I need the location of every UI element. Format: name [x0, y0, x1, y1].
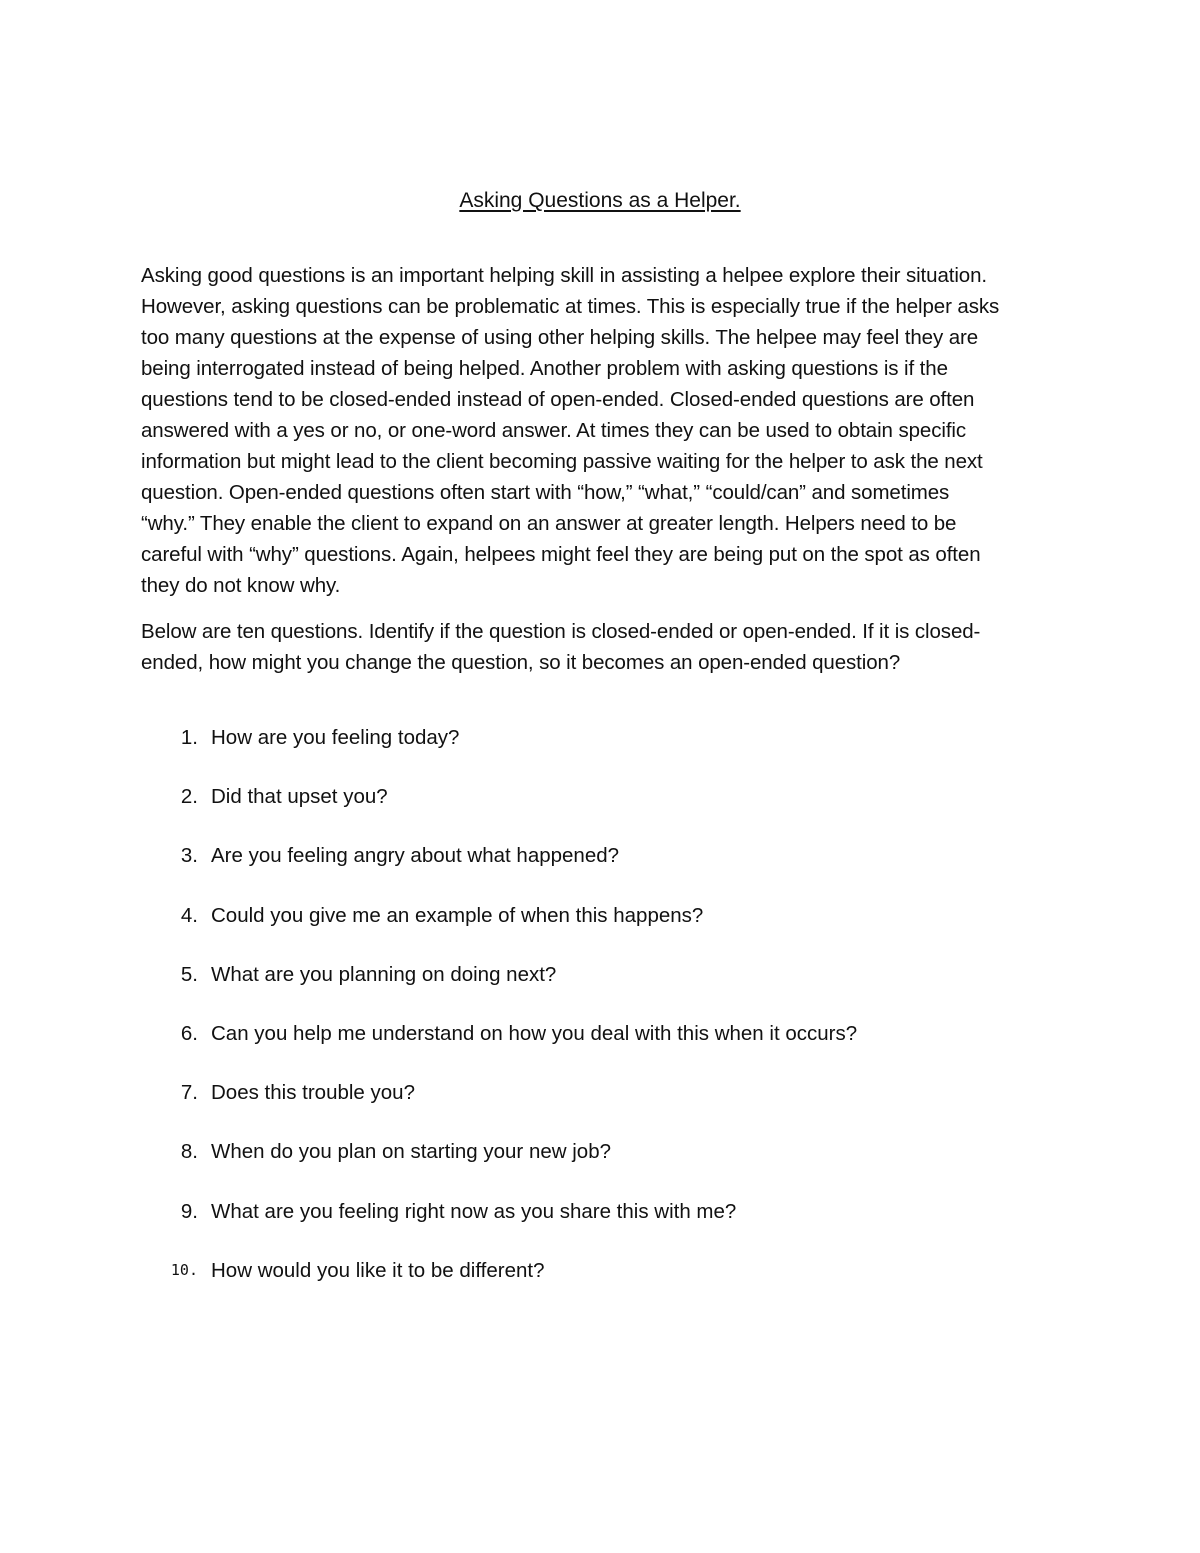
question-item	[0, 1077, 1200, 1136]
question-item	[0, 1136, 1200, 1195]
question-number: 7.	[180, 1081, 198, 1105]
question-text: When do you plan on starting your new job?	[211, 1140, 612, 1164]
paragraph-line: too many questions at the expense of using other helping skills. The helpee may feel they are	[141, 326, 979, 349]
question-number: 1.	[180, 726, 198, 749]
question-item	[0, 722, 1200, 781]
question-text: What are you planning on doing next?	[211, 962, 557, 986]
question-text: How are you feeling today?	[211, 726, 460, 749]
paragraph-line: careful with “why” questions. Again, helpees might feel they are being put on the spot as often	[141, 543, 981, 566]
question-number: 8.	[180, 1140, 198, 1164]
question-item	[0, 1255, 1200, 1314]
question-number: 5.	[180, 962, 198, 986]
question-number: 3.	[180, 844, 198, 868]
paragraph-line: Below are ten questions. Identify if the question is closed-ended or open-ended. If it is closed-	[141, 620, 981, 643]
paragraph-line: being interrogated instead of being helped. Another problem with asking questions is if the	[141, 357, 948, 380]
paragraph-line: questions tend to be closed-ended instead of open-ended. Closed-ended questions are often	[141, 388, 975, 411]
question-item	[0, 840, 1200, 899]
paragraph-line: ended, how might you change the question, so it becomes an open-ended question?	[141, 651, 901, 674]
question-text: Did that upset you?	[211, 785, 388, 809]
question-text: What are you feeling right now as you share this with me?	[211, 1199, 737, 1223]
question-text: Can you help me understand on how you deal with this when it occurs?	[211, 1021, 858, 1045]
question-text: Are you feeling angry about what happened?	[211, 844, 620, 868]
paragraph-line: However, asking questions can be problematic at times. This is especially true if the helper asks	[141, 295, 1000, 318]
instructions-paragraph	[141, 616, 1059, 678]
paragraph-line: “why.” They enable the client to expand on an answer at greater length. Helpers need to be	[141, 512, 957, 535]
question-number: 9.	[180, 1199, 198, 1223]
paragraph-line: answered with a yes or no, or one-word answer. At times they can be used to obtain specific	[141, 419, 967, 442]
question-list	[0, 722, 1200, 1314]
paragraph-line: information but might lead to the client becoming passive waiting for the helper to ask the next	[141, 450, 983, 473]
question-item	[0, 900, 1200, 959]
question-text: Does this trouble you?	[211, 1081, 415, 1105]
intro-paragraph	[141, 260, 1059, 601]
paragraph-line: they do not know why.	[141, 574, 341, 597]
question-item	[0, 1018, 1200, 1077]
question-text: How would you like it to be different?	[211, 1258, 545, 1282]
question-number: 10.	[170, 1260, 198, 1279]
question-item	[0, 781, 1200, 840]
question-number: 2.	[180, 785, 198, 809]
question-number: 6.	[180, 1021, 198, 1045]
question-text: Could you give me an example of when this happens?	[211, 903, 704, 927]
paragraph-line: Asking good questions is an important helping skill in assisting a helpee explore their situation.	[141, 264, 988, 287]
document-title: Asking Questions as a Helper.	[459, 189, 741, 212]
question-item	[0, 959, 1200, 1018]
question-item	[0, 1196, 1200, 1255]
question-number: 4.	[180, 903, 198, 927]
paragraph-line: question. Open-ended questions often start with “how,” “what,” “could/can” and sometimes	[141, 481, 950, 504]
